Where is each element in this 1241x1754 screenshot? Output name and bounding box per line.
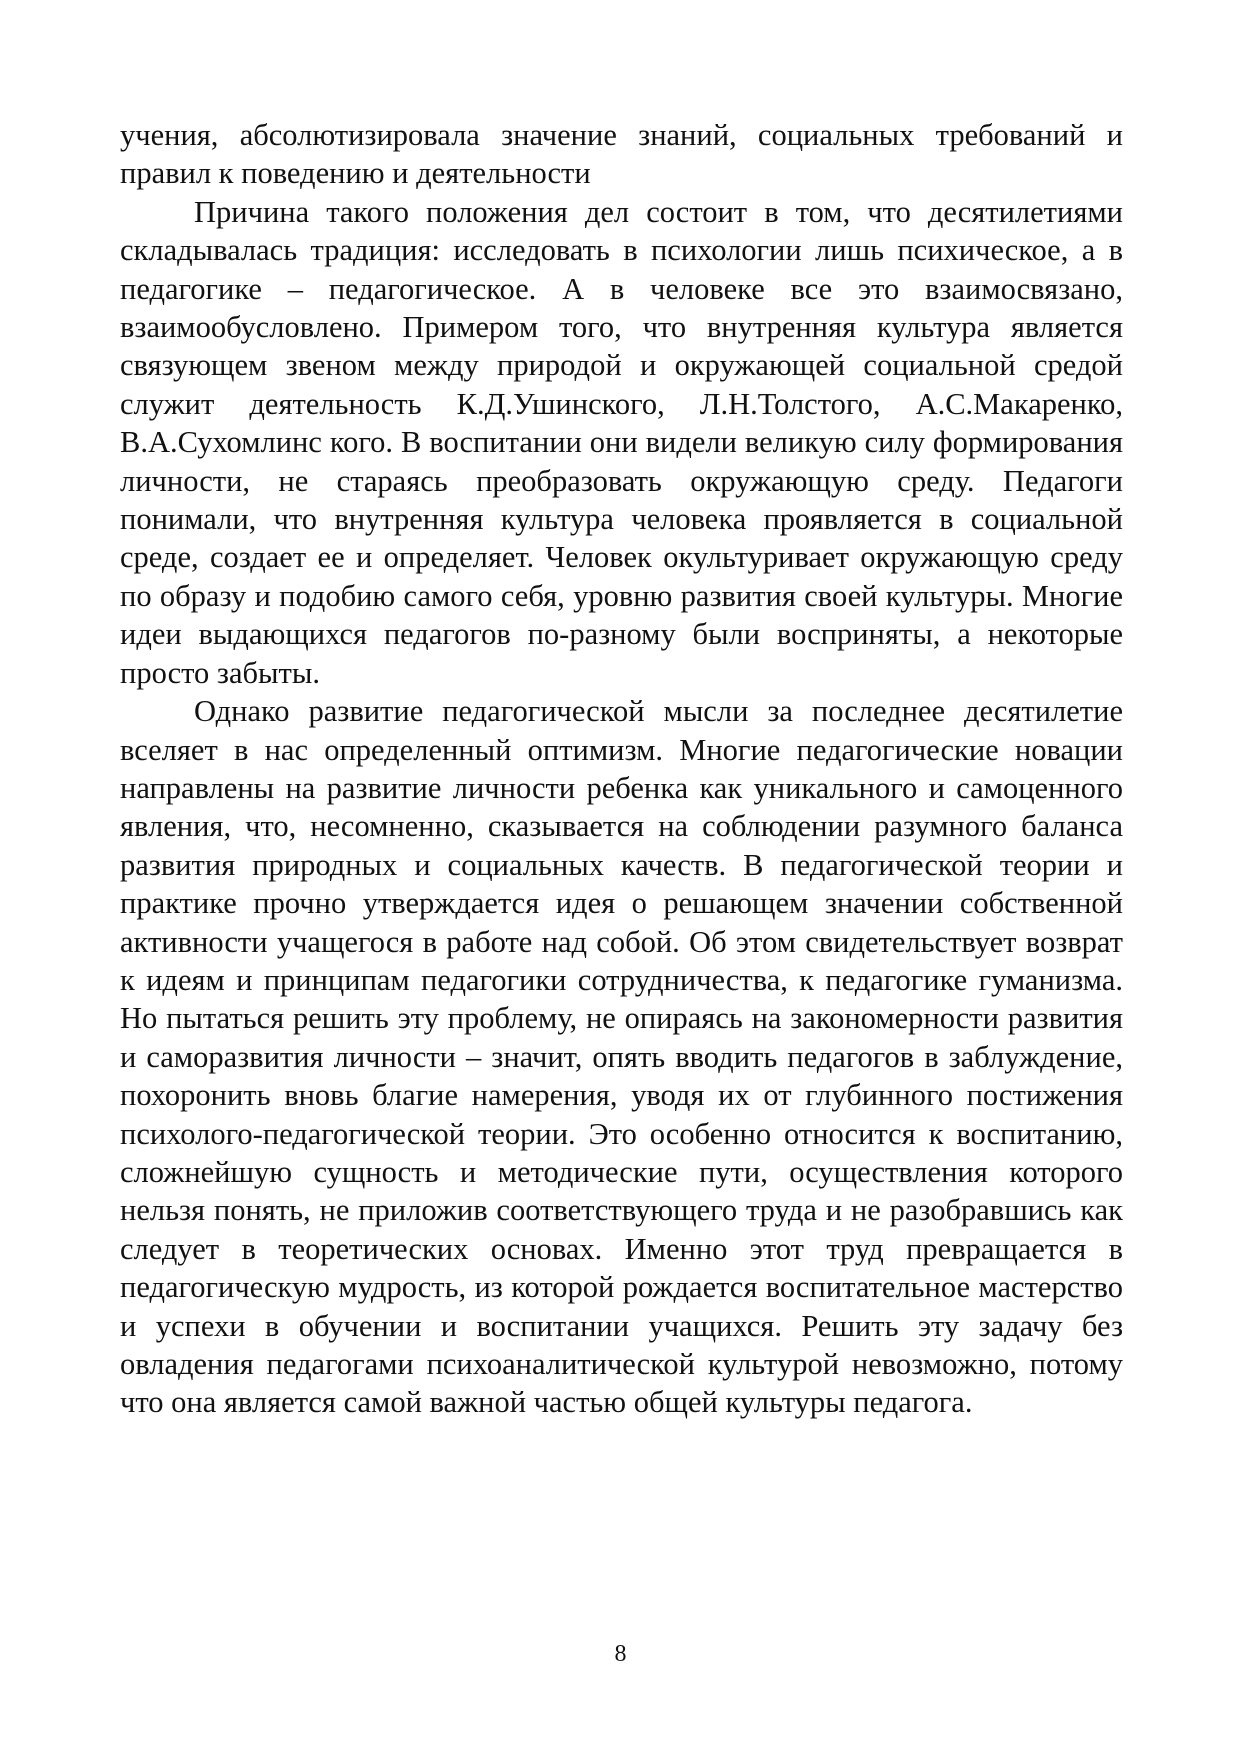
paragraph-reason: Причина такого положения дел состоит в том, что десятилетиями складывалась традиция: исследовать в психологии лишь психическое, а в педагогике – педагогическое. А в человеке все это взаимосвязано, взаимообусловлено. Примером того, что внутренняя культура является связующем звеном между природой и окружающей социальной средой служит деятельность К.Д.Ушинского, Л.Н.Толстого, А.С.Макаренко, В.А.Сухомлинс кого. В воспитании они видели великую силу формирования личности, не стараясь преобразовать окружающую среду. Педагоги понимали, что внутренняя культура человека проявляется в социальной среде, создает ее и определяет. Человек окультуривает окружающую среду по образу и подобию самого себя, уровню развития своей культуры. Многие идеи выдающихся педагогов по-разному были восприняты, а некоторые просто забыты. bbox=[120, 194, 1123, 690]
paragraph-optimism: Однако развитие педагогической мысли за последнее десятилетие вселяет в нас определенный оптимизм. Многие педагогические новации направлены на развитие личности ребенка как уникального и самоценного явления, что, несомненно, сказывается на соблюдении разумного баланса развития природных и социальных качеств. В педагогической теории и практике прочно утверждается идея о решающем значении собственной активности учащегося в работе над собой. Об этом свидетельствует возврат к идеям и принципам педагогики сотрудничества, к педагогике гуманизма. Но пытаться решить эту проблему, не опираясь на закономерности развития и саморазвития личности – значит, опять вводить педагогов в заблуждение, похоронить вновь благие намерения, уводя их от глубинного постижения психолого-педагогической теории. Это особенно относится к воспитанию, сложнейшую сущность и методические пути, осуществления которого нельзя понять, не приложив соответствующего труда и не разобравшись как следует в теоретических основах. Именно этот труд превращается в педагогическую мудрость, из которой рождается воспитательное мастерство и успехи в обучении и воспитании учащихся. Решить эту задачу без овладения педагогами психоаналитической культурой невозможно, потому что она является самой важной частью общей культуры педагога. bbox=[120, 694, 1123, 1420]
paragraph-continuation: учения, абсолютизировала значение знаний, социальных требований и правил к поведению и деятельности bbox=[120, 118, 1123, 191]
body-text bbox=[120, 116, 1123, 1422]
page-number: 8 bbox=[614, 1641, 627, 1667]
